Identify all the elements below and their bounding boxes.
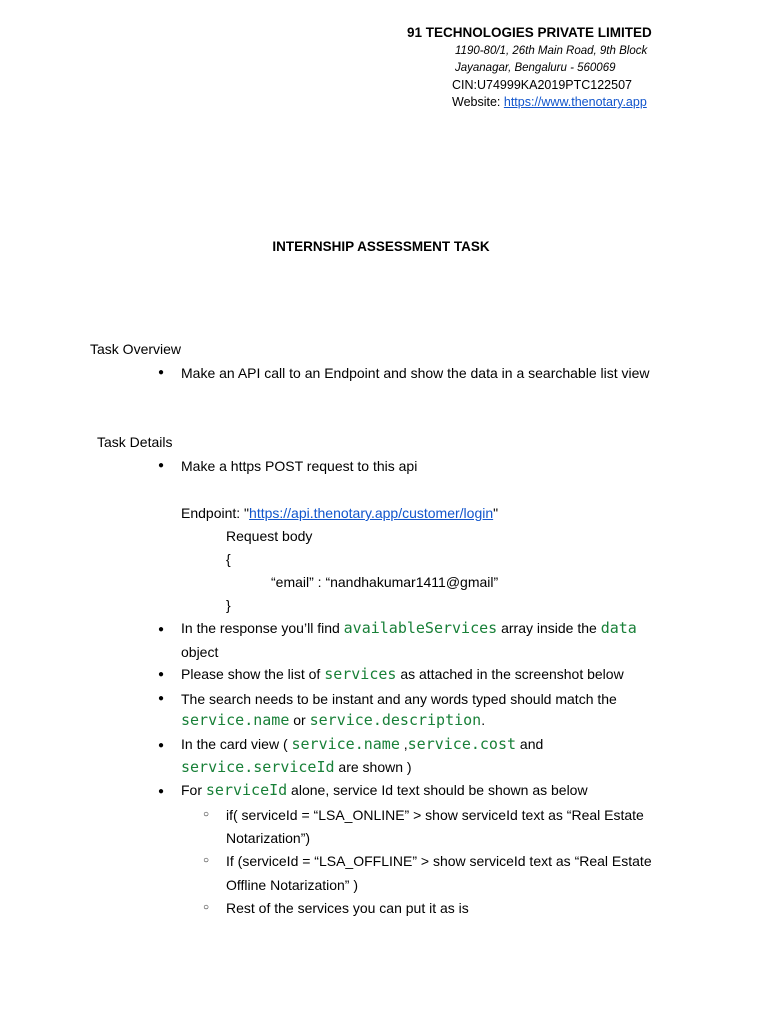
circle-bullet-icon: ○ [203, 855, 210, 866]
code-service-serviceid: service.serviceId [181, 758, 335, 776]
text-segment: Please show the list of [181, 666, 325, 682]
search-fields-line [181, 711, 485, 729]
cin-number: CIN:U74999KA2019PTC122507 [452, 78, 632, 92]
code-service-description: service.description [309, 711, 482, 729]
bullet-icon: ● [158, 624, 165, 635]
bullet-icon: ● [158, 669, 165, 680]
request-body-label: Request body [226, 528, 313, 544]
text-segment: In the response you’ll find [181, 620, 344, 636]
sub-item-rest: Rest of the services you can put it as is [226, 900, 469, 916]
overview-item: Make an API call to an Endpoint and show the data in a searchable list view [181, 365, 650, 381]
sub-item-offline-line2: Offline Notarization” ) [226, 877, 359, 893]
email-line: “email” : “nandhakumar1411@gmail” [271, 574, 499, 590]
code-service-cost: service.cost [407, 735, 517, 753]
circle-bullet-icon: ○ [203, 902, 210, 913]
text-continuation: object [181, 644, 219, 660]
code-data: data [600, 619, 637, 637]
page-title: INTERNSHIP ASSESSMENT TASK [272, 239, 490, 254]
bullet-icon: ● [158, 460, 165, 471]
text-segment: For [181, 782, 206, 798]
website-line [452, 95, 647, 109]
details-item-services-list [181, 665, 624, 683]
text-segment: or [289, 712, 310, 728]
company-name: 91 TECHNOLOGIES PRIVATE LIMITED [407, 25, 652, 40]
details-item-card-view [181, 735, 543, 753]
details-item-post-request: Make a https POST request to this api [181, 458, 418, 474]
address-line-2: Jayanagar, Bengaluru - 560069 [455, 62, 616, 74]
endpoint-prefix: Endpoint: " [181, 505, 250, 521]
brace-close: } [226, 597, 231, 613]
text-segment: In the card view ( [181, 736, 292, 752]
sub-item-online-line1: if( serviceId = “LSA_ONLINE” > show serviceId text as “Real Estate [226, 807, 644, 823]
text-segment: . [481, 712, 486, 728]
text-segment: are shown ) [334, 759, 412, 775]
text-segment: alone, service Id text should be shown as below [287, 782, 588, 798]
text-segment: , [399, 736, 408, 752]
endpoint-suffix: " [493, 505, 499, 521]
bullet-icon: ● [158, 786, 165, 797]
endpoint-line [181, 505, 498, 521]
code-serviceid: serviceId [205, 781, 288, 799]
circle-bullet-icon: ○ [203, 809, 210, 820]
code-service-name: service.name [291, 735, 400, 753]
text-segment: and [516, 736, 544, 752]
card-view-continuation [181, 758, 412, 776]
bullet-icon: ● [158, 367, 165, 378]
sub-item-online-line2: Notarization”) [226, 830, 311, 846]
code-services: services [324, 665, 397, 683]
sub-item-offline-line1: If (serviceId = “LSA_OFFLINE” > show serviceId text as “Real Estate [226, 853, 652, 869]
code-service-name: service.name [181, 711, 290, 729]
code-available-services: availableServices [343, 619, 498, 637]
text-segment: array inside the [497, 620, 601, 636]
brace-open: { [226, 551, 231, 567]
details-heading: Task Details [97, 434, 173, 450]
details-item-available-services [181, 619, 637, 637]
website-label: Website: [452, 95, 504, 109]
bullet-icon: ● [158, 693, 165, 704]
details-item-search: The search needs to be instant and any words typed should match the [181, 691, 617, 707]
endpoint-link[interactable]: https://api.thenotary.app/customer/login [249, 505, 494, 521]
overview-heading: Task Overview [90, 341, 182, 357]
website-link[interactable]: https://www.thenotary.app [503, 95, 647, 109]
address-line-1: 1190-80/1, 26th Main Road, 9th Block [455, 45, 648, 57]
bullet-icon: ● [158, 740, 165, 751]
details-item-serviceid [181, 781, 588, 799]
text-segment: as attached in the screenshot below [396, 666, 624, 682]
